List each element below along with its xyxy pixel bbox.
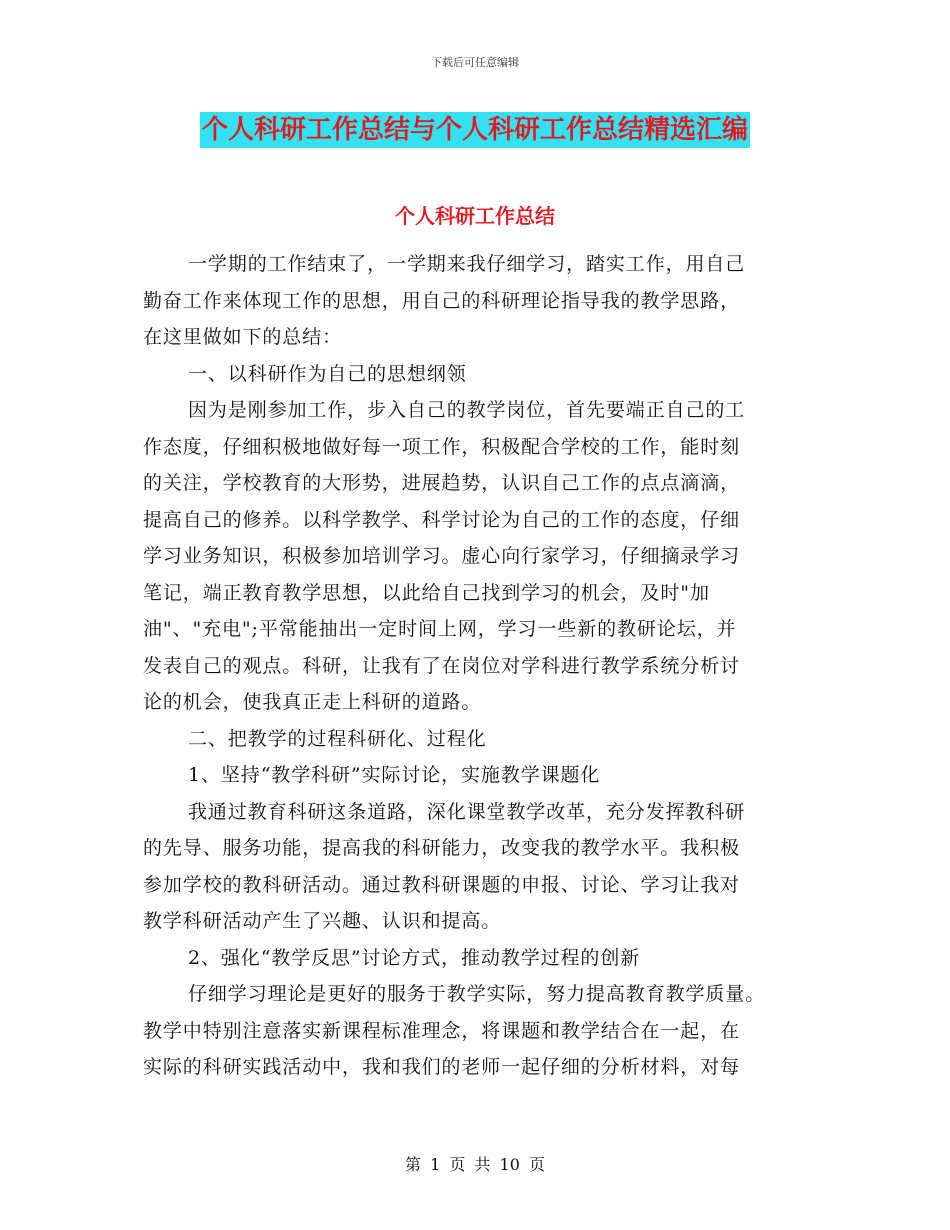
- section-title: 个人科研工作总结: [395, 204, 555, 228]
- body-line: 勤奋工作来体现工作的思想，用自己的科研理论指导我的教学思路，: [143, 289, 741, 312]
- page-number: 第 1 页 共 10 页: [405, 1155, 545, 1174]
- body-line: 教学中特别注意落实新课程标准理念，将课题和教学结合在一起，在: [143, 1019, 741, 1042]
- document-title: 个人科研工作总结与个人科研工作总结精选汇编: [200, 112, 750, 148]
- body-line: 的关注，学校教育的大形势，进展趋势，认识自己工作的点点滴滴，: [143, 472, 741, 494]
- body-line: 教学科研活动产生了兴趣、认识和提高。: [143, 910, 502, 932]
- body-line: 在这里做如下的总结：: [143, 326, 343, 348]
- document-title-wrap: [0, 112, 950, 148]
- header-note: 下载后可任意编辑: [431, 56, 519, 69]
- body-line: 我通过教育科研这条道路，深化课堂教学改革，充分发挥教科研: [188, 800, 746, 823]
- body-line: 油"、"充电";平常能抽出一定时间上网，学习一些新的教研论坛，并: [143, 618, 737, 640]
- body-line: 因为是刚参加工作，步入自己的教学岗位，首先要端正自己的工: [188, 399, 746, 421]
- body-line: 1、坚持“教学科研”实际讨论，实施教学课题化: [188, 764, 601, 786]
- body-line: 一、以科研作为自己的思想纲领: [188, 362, 467, 385]
- body-line: 的先导、服务功能，提高我的科研能力，改变我的教学水平。我积极: [143, 837, 741, 859]
- body-line: 一学期的工作结束了，一学期来我仔细学习，踏实工作，用自己: [188, 253, 746, 275]
- body-line: 学习业务知识，积极参加培训学习。虚心向行家学习，仔细摘录学习: [143, 545, 741, 567]
- body-line: 实际的科研实践活动中，我和我们的老师一起仔细的分析材料，对每: [143, 1056, 741, 1078]
- body-line: 2、强化“教学反思”讨论方式，推动教学过程的创新: [188, 946, 641, 969]
- body-line: 作态度，仔细积极地做好每一项工作，积极配合学校的工作，能时刻: [143, 435, 741, 458]
- body-text: [143, 246, 813, 1086]
- body-line: 论的机会，使我真正走上科研的道路。: [143, 691, 482, 713]
- body-line: 提高自己的修养。以科学教学、科学讨论为自己的工作的态度，仔细: [143, 508, 741, 531]
- body-line: 笔记，端正教育教学思想，以此给自己找到学习的机会，及时"加: [143, 581, 710, 604]
- body-line: 发表自己的观点。科研，让我有了在岗位对学科进行教学系统分析讨: [143, 654, 741, 677]
- body-line: 参加学校的教科研活动。通过教科研课题的申报、讨论、学习让我对: [143, 873, 741, 896]
- body-line: 二、把教学的过程科研化、过程化: [188, 727, 487, 750]
- body-line: 仔细学习理论是更好的服务于教学实际，努力提高教育教学质量。: [188, 983, 766, 1005]
